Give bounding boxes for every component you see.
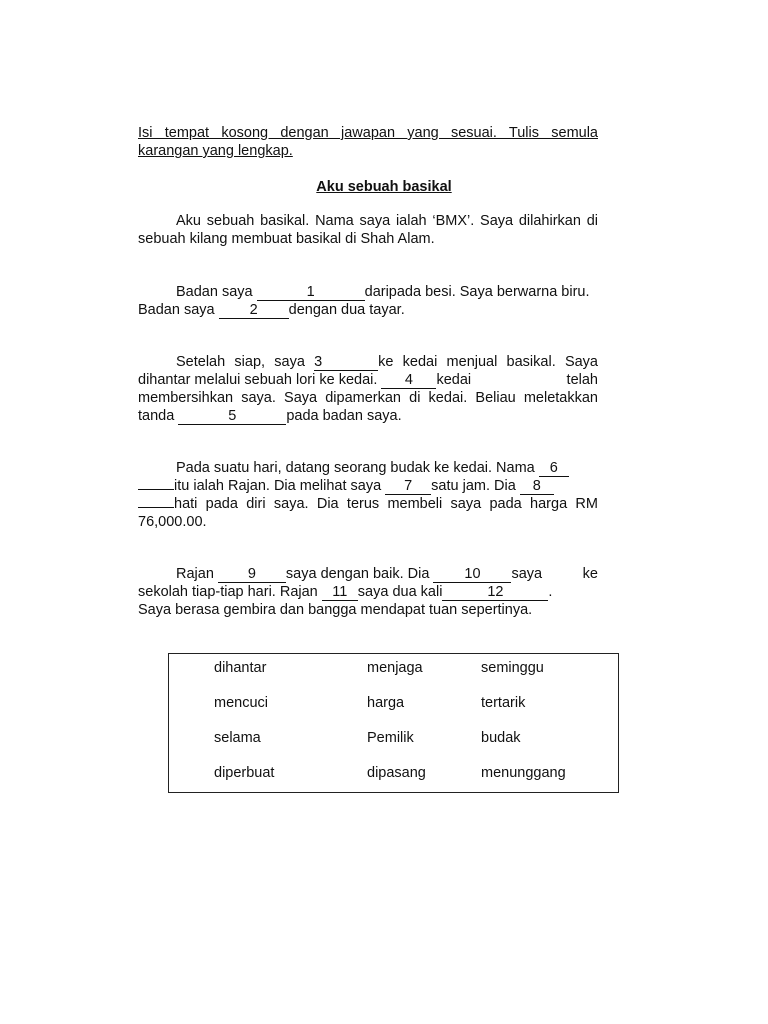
text: dengan dua tayar. — [288, 302, 405, 318]
para5-line-3: Saya berasa gembira dan bangga mendapat tuan sepertinya. — [138, 602, 533, 618]
text: ke — [582, 566, 598, 582]
para4-line-4: 76,000.00. — [138, 514, 207, 530]
para3-line-4 — [138, 407, 598, 425]
word-bank-item: Pemilik — [367, 730, 414, 746]
word-bank-item: menjaga — [367, 660, 423, 676]
essay-title: Aku sebuah basikal — [316, 179, 452, 195]
instruction-line-2: karangan yang lengkap. — [138, 143, 293, 159]
para4-line-1 — [176, 459, 598, 477]
text: saya — [511, 566, 543, 582]
para4-line-3 — [138, 495, 598, 513]
text: itu ialah Rajan. Dia melihat saya — [174, 478, 382, 494]
para1-line-1: Aku sebuah basikal. Nama saya ialah ‘BMX’. Saya dilahirkan di — [176, 213, 598, 229]
blank-10: 10 — [433, 567, 511, 583]
text: Badan saya — [138, 302, 215, 318]
text: saya dua kali — [357, 584, 443, 600]
word-bank-item: tertarik — [481, 695, 526, 711]
text: . — [548, 584, 553, 600]
para4-line-2 — [138, 477, 598, 495]
word-bank-item: mencuci — [214, 695, 268, 711]
word-bank-item: diperbuat — [214, 765, 275, 781]
blank-11: 11 — [322, 585, 358, 601]
text: sekolah tiap-tiap hari. Rajan — [138, 584, 318, 600]
para2-line-2 — [138, 301, 598, 319]
blank-6-cont — [138, 489, 174, 490]
blank-2: 2 — [219, 303, 289, 319]
blank-5: 5 — [178, 409, 286, 425]
text: daripada besi. Saya berwarna biru. — [364, 284, 590, 300]
blank-1: 1 — [257, 285, 365, 301]
word-bank-item: dipasang — [367, 765, 426, 781]
text: Pada suatu hari, datang seorang budak ke kedai. Nama — [176, 460, 535, 476]
text: satu jam. Dia — [431, 478, 516, 494]
instruction-line-1: Isi tempat kosong dengan jawapan yang sesuai. Tulis semula — [138, 125, 598, 141]
para3-line-1 — [176, 353, 598, 371]
blank-4: 4 — [381, 373, 436, 389]
word-bank-item: dihantar — [214, 660, 267, 676]
text: ke kedai menjual basikal. Saya — [378, 354, 598, 370]
text: tanda — [138, 408, 175, 424]
blank-7: 7 — [385, 479, 431, 495]
blank-6: 6 — [539, 461, 569, 477]
blank-8-cont — [138, 507, 174, 508]
blank-8: 8 — [520, 479, 554, 495]
text: telah — [566, 372, 598, 388]
text: saya dengan baik. Dia — [285, 566, 430, 582]
text: hati pada diri saya. Dia terus membeli saya pada harga RM — [174, 496, 598, 512]
para5-line-1 — [176, 565, 598, 583]
word-bank-item: harga — [367, 695, 405, 711]
para2-line-1 — [176, 283, 598, 301]
text: pada badan saya. — [286, 408, 402, 424]
word-bank-item: selama — [214, 730, 261, 746]
blank-3: 3 — [314, 355, 378, 371]
text: Rajan — [176, 566, 214, 582]
blank-9: 9 — [218, 567, 286, 583]
text: kedai — [436, 372, 472, 388]
text: Setelah siap, saya — [176, 354, 305, 370]
para1-line-2: sebuah kilang membuat basikal di Shah Alam. — [138, 231, 435, 247]
text: Badan saya — [176, 284, 253, 300]
word-bank-item: budak — [481, 730, 521, 746]
text: dihantar melalui sebuah lori ke kedai. — [138, 372, 378, 388]
word-bank-item: seminggu — [481, 660, 544, 676]
para5-line-2 — [138, 583, 598, 601]
word-bank-box — [168, 653, 619, 793]
para3-line-3: membersihkan saya. Saya dipamerkan di kedai. Beliau meletakkan — [138, 390, 598, 406]
blank-12: 12 — [442, 585, 548, 601]
para3-line-2 — [138, 371, 598, 389]
word-bank-item: menunggang — [481, 765, 566, 781]
